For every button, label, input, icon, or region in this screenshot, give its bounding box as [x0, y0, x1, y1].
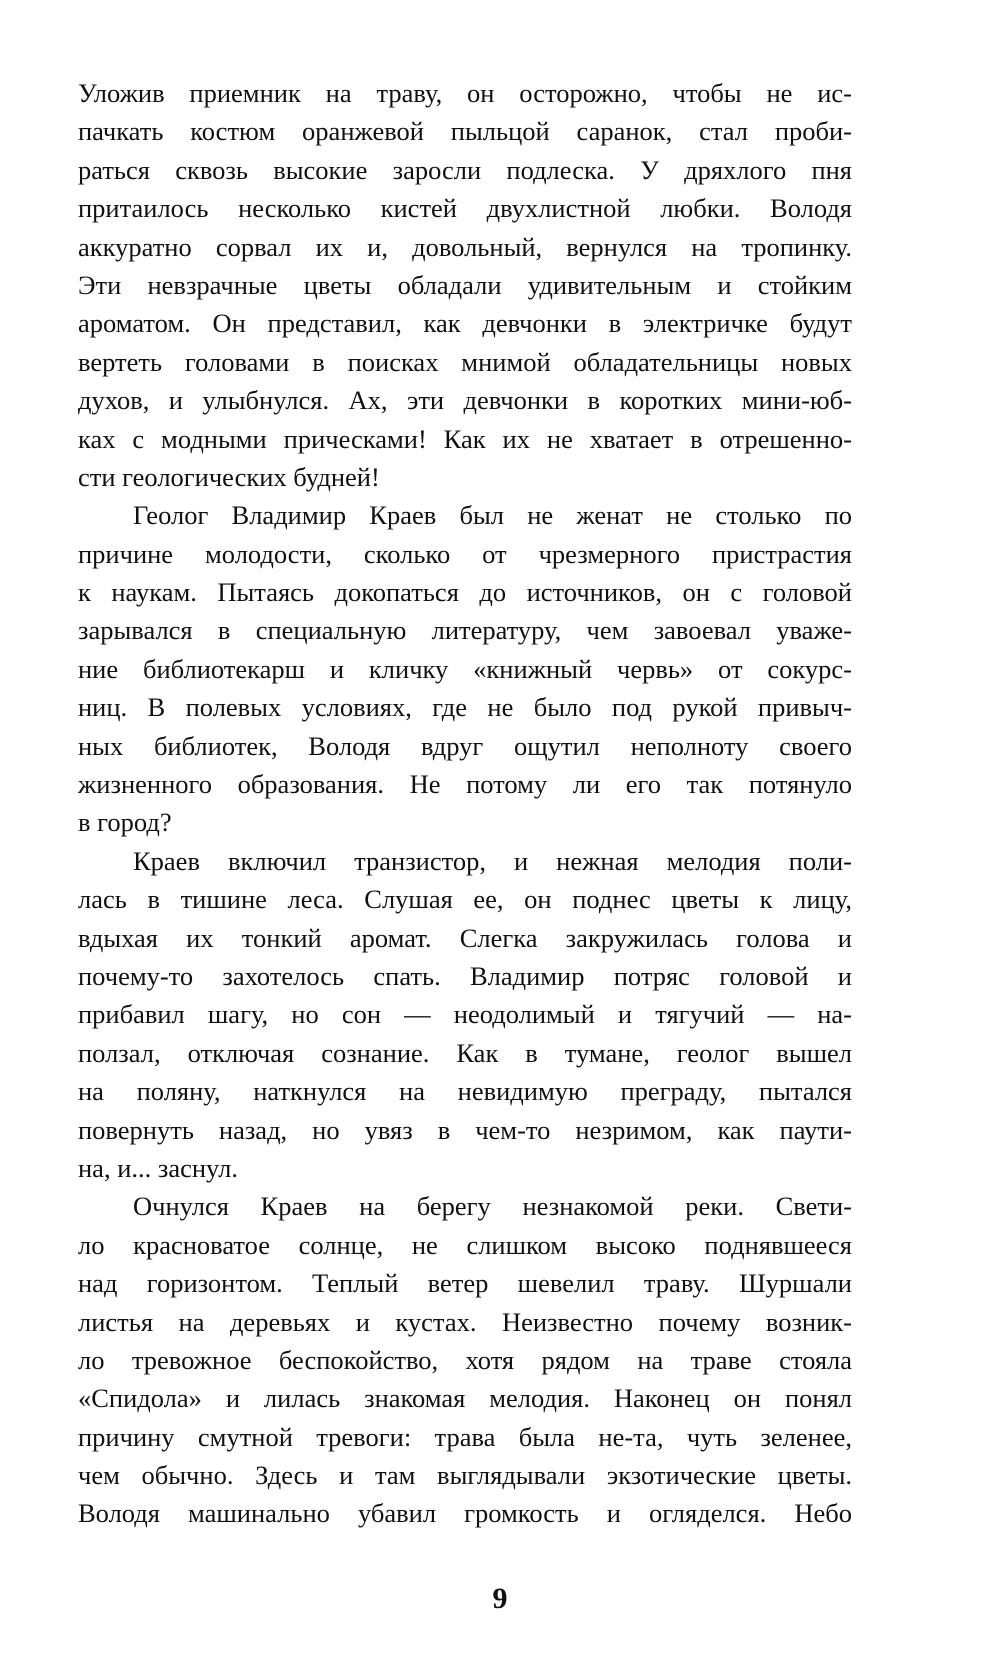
text-line: Уложив приемник на траву, он осторожно, чтобы не ис- — [78, 78, 852, 108]
text-line: ло красноватое солнце, не слишком высоко поднявшееся — [78, 1229, 852, 1260]
text-line: лась в тишине леса. Слушая ее, он поднес цветы к лицу, — [78, 884, 852, 915]
text-line: Очнулся Краев на берегу незнакомой реки. Свети- — [133, 1191, 852, 1222]
text-line: притаилось несколько кистей двухлистной любки. Володя — [78, 193, 852, 224]
text-line: почему-то захотелось спать. Владимир потряс головой и — [78, 960, 852, 991]
text-line: ниц. В полевых условиях, где не было под рукой привыч- — [78, 692, 852, 723]
text-line: зарывался в специальную литературу, чем завоевал уваже- — [78, 615, 852, 646]
text-line: сти геологических будней! — [78, 461, 380, 492]
text-line: на, и... заснул. — [78, 1152, 238, 1183]
text-line: ние библиотекарш и кличку «книжный червь» от сокурс- — [78, 653, 852, 684]
text-line: Эти невзрачные цветы обладали удивительным и стойким — [78, 269, 852, 300]
text-line: к наукам. Пытаясь докопаться до источников, он с головой — [78, 577, 852, 608]
text-line: раться сквозь высокие заросли подлеска. У дряхлого пня — [78, 154, 852, 185]
text-line: на поляну, наткнулся на невидимую преграду, пытался — [78, 1076, 852, 1107]
text-line: прибавил шагу, но сон — неодолимый и тягучий — на- — [78, 999, 852, 1030]
text-line: ароматом. Он представил, как девчонки в электричке будут — [78, 308, 852, 339]
text-line: Краев включил транзистор, и нежная мелодия поли- — [133, 845, 852, 876]
text-line: вдыхая их тонкий аромат. Слегка закружилась голова и — [78, 922, 852, 953]
text-line: листья на деревьях и кустах. Неизвестно почему возник- — [78, 1306, 852, 1337]
text-line: ных библиотек, Володя вдруг ощутил неполноту своего — [78, 730, 852, 761]
text-line: ках с модными прическами! Как их не хватает в отрешенно- — [78, 423, 852, 454]
text-line: духов, и улыбнулся. Ах, эти девчонки в коротких мини-юб- — [78, 385, 852, 416]
text-line: причину смутной тревоги: трава была не-та, чуть зеленее, — [78, 1421, 852, 1452]
text-line: «Спидола» и лилась знакомая мелодия. Наконец он понял — [78, 1383, 852, 1414]
text-line: над горизонтом. Теплый ветер шевелил траву. Шуршали — [78, 1268, 852, 1299]
page-number: 9 — [492, 1582, 508, 1615]
paragraph — [78, 74, 852, 496]
page-body-text — [78, 74, 852, 1533]
text-line: повернуть назад, но увяз в чем-то незримом, как паути- — [78, 1114, 852, 1145]
text-line: жизненного образования. Не потому ли его так потянуло — [78, 769, 852, 800]
paragraph — [78, 496, 852, 842]
text-line: ло тревожное беспокойство, хотя рядом на траве стояла — [78, 1344, 852, 1375]
paragraph — [78, 1187, 852, 1533]
paragraph — [78, 842, 852, 1188]
text-line: пачкать костюм оранжевой пыльцой саранок, стал проби- — [78, 116, 852, 147]
text-line: чем обычно. Здесь и там выглядывали экзотические цветы. — [78, 1460, 852, 1491]
text-line: вертеть головами в поисках мнимой обладательницы новых — [78, 346, 852, 377]
text-line: Володя машинально убавил громкость и огляделся. Небо — [78, 1498, 852, 1529]
text-line: ползал, отключая сознание. Как в тумане, геолог вышел — [78, 1037, 852, 1068]
text-line: причине молодости, сколько от чрезмерного пристрастия — [78, 538, 852, 569]
text-line: в город? — [78, 807, 172, 838]
text-line: аккуратно сорвал их и, довольный, вернулся на тропинку. — [78, 231, 852, 262]
text-line: Геолог Владимир Краев был не женат не столько по — [133, 500, 852, 531]
